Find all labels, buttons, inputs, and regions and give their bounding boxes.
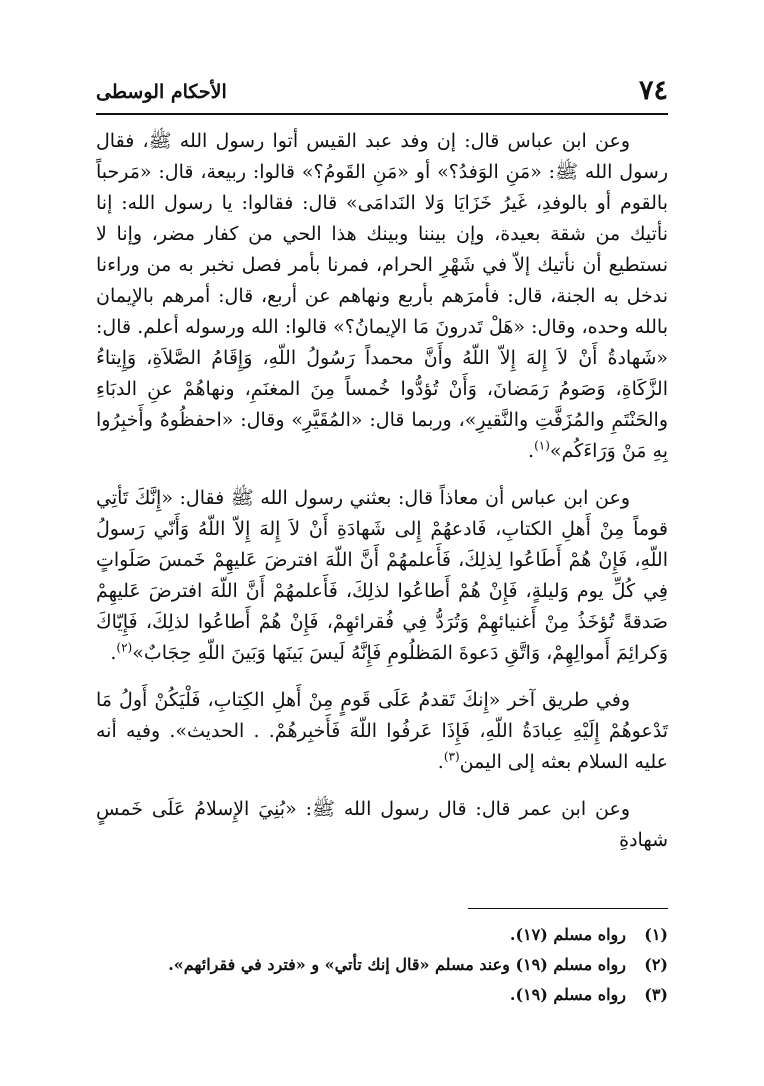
footnote-number: (١) <box>644 925 668 944</box>
page-header <box>96 76 668 110</box>
footnote-2 <box>96 950 668 980</box>
footnote-ref: (١) <box>534 438 550 453</box>
main-text <box>96 126 668 872</box>
footnote-number: (٢) <box>644 955 668 974</box>
paragraph-text: وفي طريق آخر «إِنكَ تَقدمُ عَلَى قَومٍ مِنْ أَهلِ الكِتابِ، فَلْيَكُنْ أَولُ مَا تَدْعوهُمْ إِلَيْهِ عِبادَةُ اللّهِ، فَإِذَا عَرفُوا اللّهَ فَأَخبِرهُمْ. . الحديث». وفيه أنه عليه السلام بعثه إلى اليمن <box>96 689 668 773</box>
footnote-text: رواه مسلم (١٧). <box>509 925 626 944</box>
footnote-divider <box>468 908 668 909</box>
paragraph-1 <box>96 126 668 467</box>
paragraph-3 <box>96 685 668 778</box>
page-number: ٧٤ <box>638 75 668 106</box>
header-divider <box>96 113 668 115</box>
footnote-text: رواه مسلم (١٩). <box>509 985 626 1004</box>
paragraph-tail: . <box>110 642 117 664</box>
paragraph-4 <box>96 794 668 856</box>
running-title: الأحكام الوسطى <box>96 81 227 103</box>
footnote-ref: (٢) <box>116 640 133 655</box>
footnote-number: (٣) <box>644 985 668 1004</box>
paragraph-2 <box>96 483 668 669</box>
footnote-3 <box>96 980 668 1010</box>
footnote-text: رواه مسلم (١٩) وعند مسلم «قال إنك تأتي» و «فترد في فقرائهم». <box>168 955 626 974</box>
paragraph-text: وعن ابن عباس أن معاذاً قال: بعثني رسول الله ﷺ فقال: «إِنَّكَ تَأتِي قوماً مِنْ أَهلِ الكتابِ، فَادعهُمْ إِلى شَهادَةِ أَنْ لاَ إِلهَ إِلاّ اللّهُ وَأَنّي رَسولُ اللّهِ، فَإِنْ هُمْ أَطَاعُوا لِذلِكَ، فَأَعلمهُمْ أَنَّ اللّهَ افترضَ عَليهِمْ خَمسَ صَلَواتٍ فِي كُلِّ يوم وَليلةٍ، فَإِنْ هُمْ أَطاعُوا لذلِكَ، فَأَعلمهُمْ أَنَّ اللّهَ افترضَ عَليهِمْ صَدقةً تُؤخَذُ مِنْ أَغنيائهِمْ وَتُرَدُّ فِي فُقرائهِمْ، فَإِنْ هُمْ أَطاعُوا لذلِكَ، فَإِيّاكَ وَكرائِمَ أَموالِهِمْ، وَاتَّقِ دَعوةَ المَظلُومِ فَإِنَّهُ لَيسَ بَينَها وَبَينَ اللّهِ حِجَابٌ» <box>96 487 668 664</box>
paragraph-text: وعن ابن عمر قال: قال رسول الله ﷺ: «بُنِيَ الإِسلامُ عَلَى خَمسٍ شهادةِ <box>96 798 668 851</box>
footnotes <box>96 920 668 1010</box>
footnote-1 <box>96 920 668 950</box>
footnote-ref: (٣) <box>443 749 460 764</box>
paragraph-text: وعن ابن عباس قال: إن وفد عبد القيس أتوا رسول الله ﷺ، فقال رسول الله ﷺ: «مَنِ الوَفدُ؟» أو «مَنِ القَومُ؟» قالوا: ربيعة، قال: «مَرحباً بالقوم أو بالوفدِ، غَيرُ خَزَايَا وَلا النَدامَى» قال: فقالوا: يا رسول الله: إنا نأتيك من شقة بعيدة، وإن بيننا وبينك هذا الحي من كفار مضر، وإنا لا نستطيع أن نأتيك إلاّ في شَهْرِ الحرام، فمرنا بأمر فصل نخبر به من وراءنا ندخل به الجنة، قال: فأمرَهم بأربع ونهاهم عن أربع، قال: أمرهم بالإيمان بالله وحده، وقال: «هَلْ تَدرونَ مَا الإيمانُ؟» قالوا: الله ورسوله أعلم. قال: «شَهادةُ أَنْ لاَ إِلهَ إِلاّ اللّهُ وأَنَّ محمداً رَسُولُ اللّهِ، وَإِقَامُ الصَّلاَةِ، وَإِيتاءُ الزَّكَاةِ، وَصَومُ رَمَضانَ، وَأَنْ تُؤدُّوا خُمساً مِنَ المغنَمِ، ونهاهُمْ عنِ الدبَاءِ والحَنْتَمِ والمُزَفَّتِ والنَّقيرِ»، وربما قال: «المُقَيَّرِ» وقال: «احفظُوهُ وأَخبِرُوا بِهِ مَنْ وَرَاءَكُم» <box>96 130 668 462</box>
paragraph-tail: . <box>437 751 444 773</box>
paragraph-tail: . <box>528 440 535 462</box>
